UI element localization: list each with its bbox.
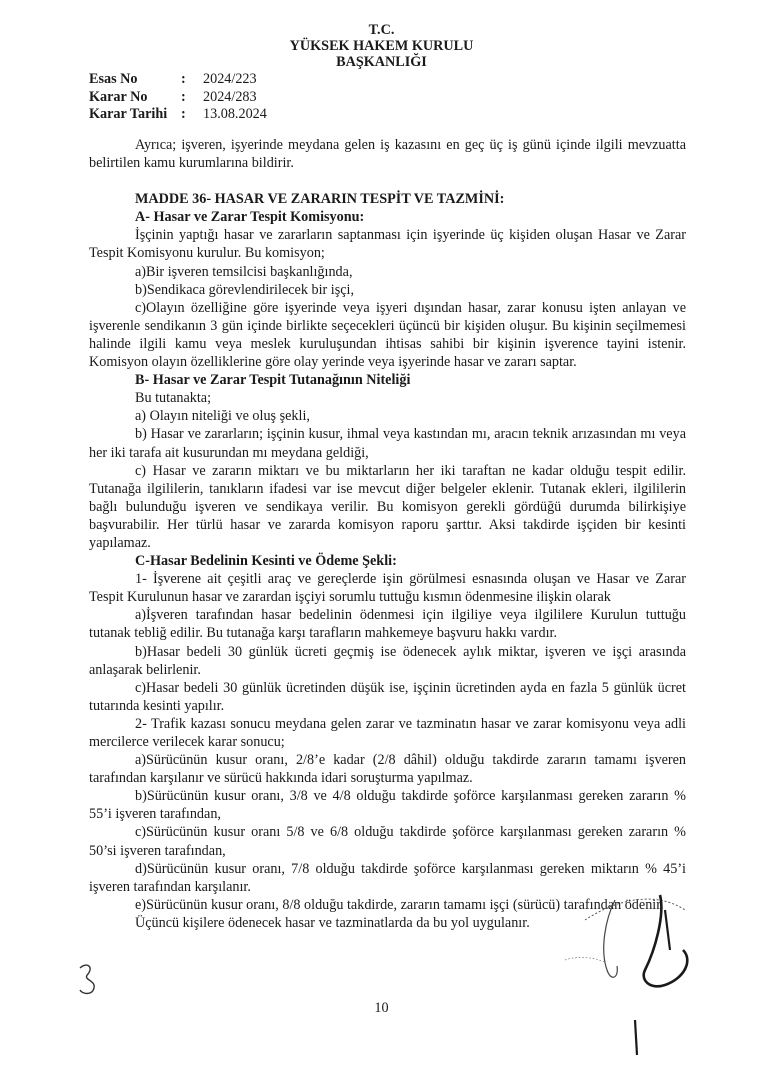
document-body	[89, 136, 686, 932]
section-c-item-1: 1- İşverene ait çeşitli araç ve gereçlerde işin görülmesi esnasında oluşan ve Hasar ve Zarar Tespit Kurulunun hasar ve zarardan işçiyi sorumlu tuttuğu kısmın ödenmesine ilişkin olarak	[89, 571, 686, 606]
article-title: MADDE 36- HASAR VE ZARARIN TESPİT VE TAZMİNİ:	[135, 191, 505, 208]
header-presidency: BAŞKANLIĞI	[336, 54, 427, 70]
header-institution: YÜKSEK HAKEM KURULU	[289, 38, 474, 54]
section-b-item-a: a) Olayın niteliği ve oluş şekli,	[135, 408, 310, 425]
meta-sep: :	[181, 106, 186, 122]
section-c-item-2b: b)Sürücünün kusur oranı, 3/8 ve 4/8 olduğu takdirde şoförce karşılanması gereken zararın % 55’i işveren tarafından,	[89, 788, 686, 823]
meta-sep: :	[181, 88, 186, 105]
case-meta	[89, 71, 267, 124]
meta-row-karar	[89, 89, 267, 107]
section-c-item-2: 2- Trafik kazası sonucu meydana gelen zarar ve tazminatın hasar ve zarar komisyonu veya adli mercilerce verilecek karar sonucu;	[89, 715, 686, 750]
page-number: 10	[374, 1000, 389, 1016]
section-b-intro: Bu tutanakta;	[135, 390, 212, 407]
section-b-title: B- Hasar ve Zarar Tespit Tutanağının Niteliği	[135, 372, 411, 389]
meta-key: Karar Tarihi	[89, 106, 168, 122]
section-c-item-2c: c)Sürücünün kusur oranı 5/8 ve 6/8 olduğu takdirde şoförce karşılanması gereken zararın % 50’si işveren tarafından,	[89, 824, 686, 859]
section-c-item-1a: a)İşveren tarafından hasar bedelinin ödenmesi için ilgiliye veya ilgililere Kurulun tuttuğu tutanak tebliğ edilir. Bu tutanağa karşı tarafların mahkemeye başvuru hakkı vardır.	[89, 607, 686, 642]
meta-key: Karar No	[89, 88, 148, 105]
section-c-item-1b: b)Hasar bedeli 30 günlük ücreti geçmiş ise ödenecek aylık miktar, işveren ve işçi arasında anlaşarak belirlenir.	[89, 643, 686, 678]
section-c-item-2e: e)Sürücünün kusur oranı, 8/8 olduğu takdirde, zararın tamamı işçi (sürücü) tarafından ödenir.	[135, 896, 664, 913]
section-a-item-a: a)Bir işveren temsilcisi başkanlığında,	[135, 263, 353, 280]
section-c-item-2a: a)Sürücünün kusur oranı, 2/8’e kadar (2/8 dâhil) olduğu takdirde zararın tamamı işveren tarafından karşılanır ve sürücü hakkında idari soruşturma yapılmaz.	[89, 752, 686, 787]
handwritten-signature	[545, 880, 745, 1060]
section-c-title: C-Hasar Bedelinin Kesinti ve Ödeme Şekli:	[135, 553, 397, 570]
meta-value: 13.08.2024	[203, 106, 267, 122]
meta-key: Esas No	[89, 71, 138, 87]
section-b-item-b: b) Hasar ve zararların; işçinin kusur, ihmal veya kastından mı, aracın teknik arızasından mı veya her iki tarafa ait kusurundan mı meydana geldiği,	[89, 426, 686, 461]
meta-value: 2024/223	[203, 71, 257, 87]
section-a-item-b: b)Sendikaca görevlendirilecek bir işçi,	[135, 281, 355, 298]
section-c-item-3: Üçüncü kişilere ödenecek hasar ve tazminatlarda da bu yol uygulanır.	[135, 914, 530, 931]
meta-sep: :	[181, 71, 186, 87]
section-a-item-c: c)Olayın özelliğine göre işyerinde veya işyeri dışından hasar, zarar konusu işten anlayan ve işverenle sendikanın 3 gün içinde birlikte seçecekleri üçüncü bir kişiden oluşur. Bu kişinin seçilmemesi halinde ilgili kamu veya meslek kuruluşundan ihtisas sahibi bir kişinin işverence tayini istenir. Komisyon olayın özelliklerine göre olay yerinde veya işyerinde hasar ve zararı saptar.	[89, 299, 686, 371]
section-b-item-c: c) Hasar ve zararın miktarı ve bu miktarların her iki taraftan ne kadar olduğu tespit edilir. Tutanağa ilgililerin, tanıkların ifadesi var ise mevcut diğer belgeler eklenir. Tutanak ekleri, ilgililerin bağlı bulunduğu işveren ve sendikaya verilir. Bu komisyon gerekli gördüğü durumda bilirkişiye başvurabilir. Her türlü hasar ve zararda komisyon raporu şarttır. Aksi takdirde işçiden bir kesinti yapılamaz.	[89, 462, 686, 551]
section-a-title: A- Hasar ve Zarar Tespit Komisyonu:	[135, 209, 365, 226]
section-a-intro: İşçinin yaptığı hasar ve zararların saptanması için işyerinde üç kişiden oluşan Hasar ve Zarar Tespit Komisyonu kurulur. Bu komisyon;	[89, 227, 686, 262]
header-tc: T.C.	[368, 22, 395, 38]
handwritten-initial	[72, 960, 112, 1000]
meta-row-esas	[89, 71, 267, 89]
meta-value: 2024/283	[203, 88, 257, 105]
section-c-item-2d: d)Sürücünün kusur oranı, 7/8 olduğu takdirde şoförce karşılanması gereken miktarın % 45’i işveren tarafından karşılanır.	[89, 860, 686, 895]
intro-paragraph: Ayrıca; işveren, işyerinde meydana gelen iş kazasını en geç üç iş günü içinde ilgili mevzuatta belirtilen kamu kurumlarına bildirir.	[89, 137, 686, 172]
section-c-item-1c: c)Hasar bedeli 30 günlük ücretinden düşük ise, işçinin ücretinden ayda en fazla 5 günlük ücret tutarında kesinti yapılır.	[89, 679, 686, 714]
meta-row-date	[89, 106, 267, 124]
